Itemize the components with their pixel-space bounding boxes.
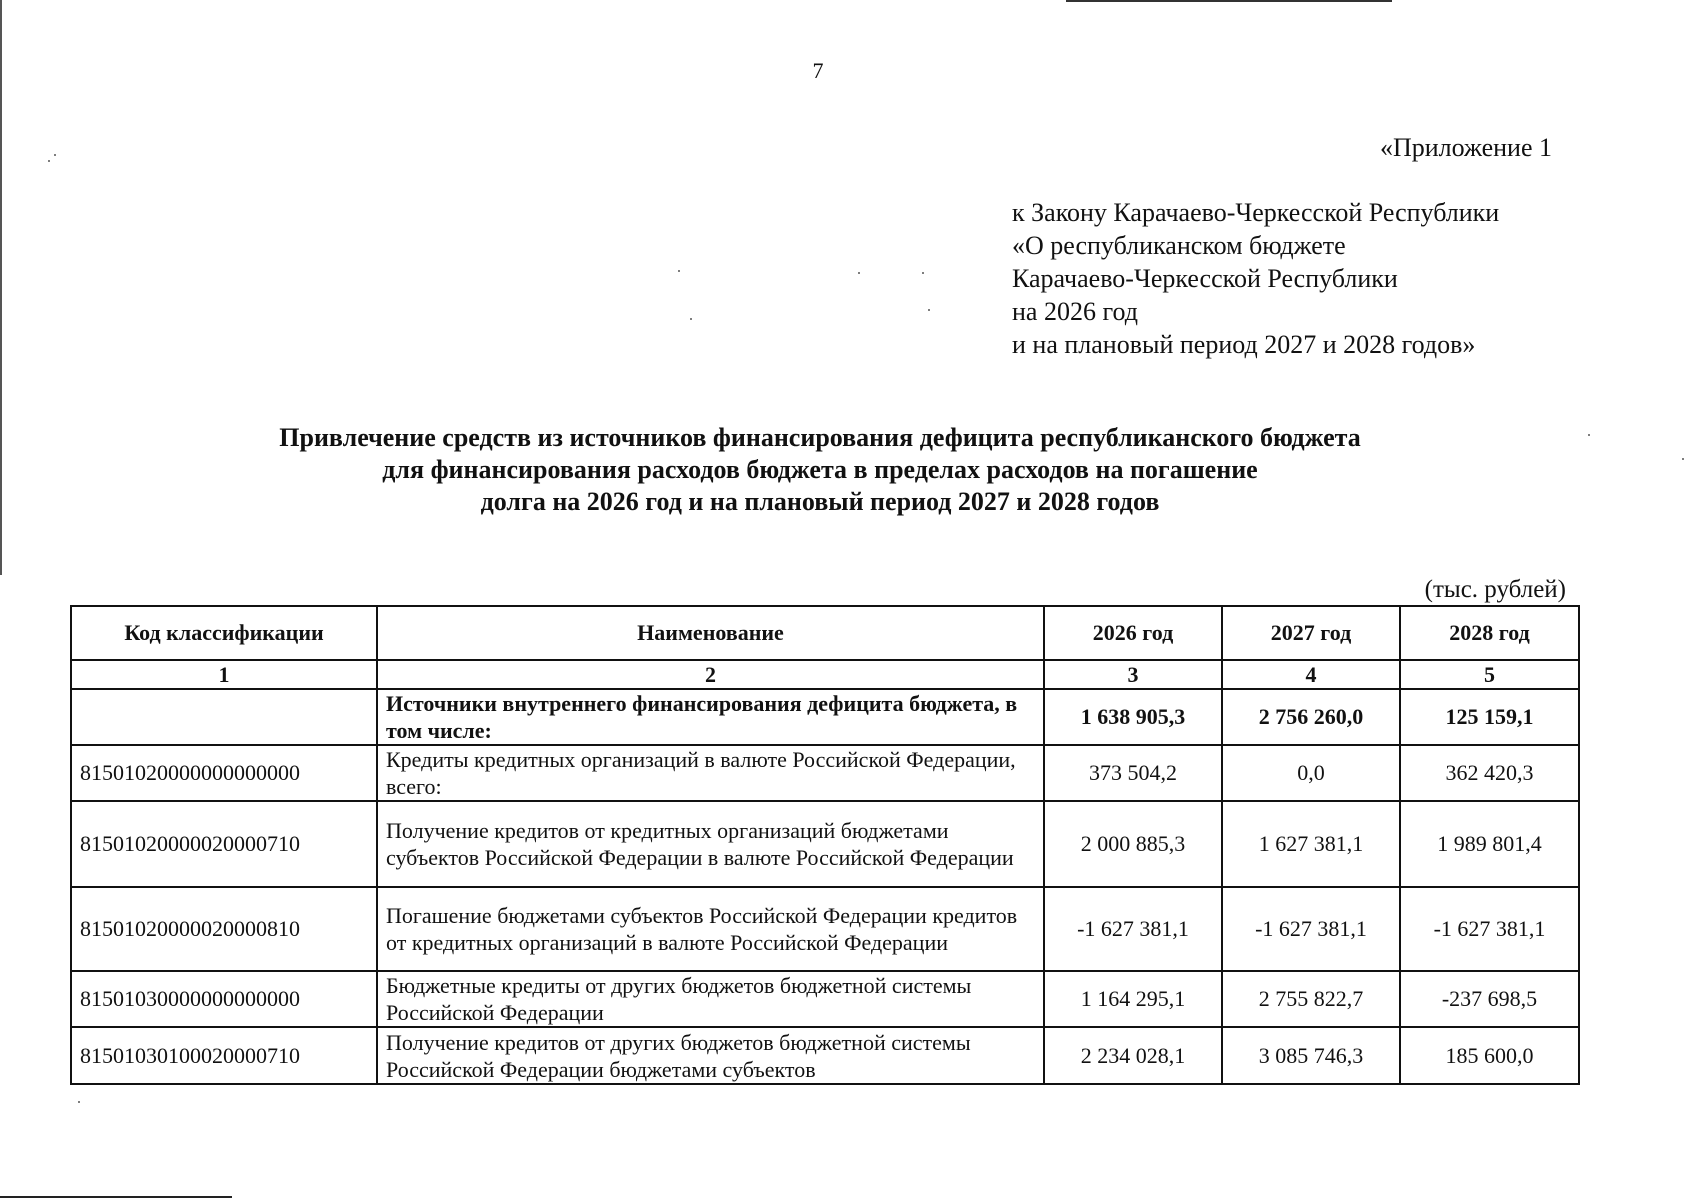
scan-speck — [922, 272, 924, 274]
code-cell: 81501030000000000000 — [71, 971, 377, 1027]
budget-sources-table — [70, 605, 1580, 1085]
value-2027-cell: 2 756 260,0 — [1222, 689, 1400, 745]
scan-speck — [78, 1101, 80, 1103]
name-cell: Погашение бюджетами субъектов Российской Федерации кредитов от кредитных организаций в валюте Российской Федерации — [377, 887, 1044, 971]
name-cell: Кредиты кредитных организаций в валюте Российской Федерации, всего: — [377, 745, 1044, 801]
value-2027-cell: 3 085 746,3 — [1222, 1027, 1400, 1084]
name-cell: Бюджетные кредиты от других бюджетов бюджетной системы Российской Федерации — [377, 971, 1044, 1027]
table-row — [71, 801, 1579, 887]
value-2027-cell: 1 627 381,1 — [1222, 801, 1400, 887]
scan-speck — [54, 154, 56, 156]
scan-speck — [1588, 434, 1590, 436]
value-2028-cell: 125 159,1 — [1400, 689, 1579, 745]
document-title-line: Привлечение средств из источников финансирования дефицита республиканского бюджета — [279, 423, 1361, 452]
scan-bottom-rule — [0, 1196, 232, 1198]
law-reference-line: и на плановый период 2027 и 2028 годов» — [1012, 330, 1476, 359]
law-reference-line: Карачаево-Черкесской Республики — [1012, 264, 1398, 293]
table-row — [71, 745, 1579, 801]
unit-label: (тыс. рублей) — [1424, 576, 1566, 603]
column-number: 4 — [1222, 660, 1400, 689]
value-2028-cell: 185 600,0 — [1400, 1027, 1579, 1084]
table-row — [71, 689, 1579, 745]
scan-edge-line — [0, 0, 2, 575]
code-cell: 81501030100020000710 — [71, 1027, 377, 1084]
scan-speck — [928, 309, 930, 311]
value-2028-cell: -1 627 381,1 — [1400, 887, 1579, 971]
value-2027-cell: 2 755 822,7 — [1222, 971, 1400, 1027]
value-2026-cell: 1 638 905,3 — [1044, 689, 1222, 745]
code-cell: 81501020000020000810 — [71, 887, 377, 971]
value-2028-cell: 362 420,3 — [1400, 745, 1579, 801]
name-cell: Получение кредитов от кредитных организаций бюджетами субъектов Российской Федерации в валюте Российской Федерации — [377, 801, 1044, 887]
header-2026: 2026 год — [1044, 606, 1222, 660]
value-2026-cell: 373 504,2 — [1044, 745, 1222, 801]
name-cell: Источники внутреннего финансирования дефицита бюджета, в том числе: — [377, 689, 1044, 745]
value-2028-cell: -237 698,5 — [1400, 971, 1579, 1027]
value-2027-cell: -1 627 381,1 — [1222, 887, 1400, 971]
table-row — [71, 887, 1579, 971]
code-cell — [71, 689, 377, 745]
value-2028-cell: 1 989 801,4 — [1400, 801, 1579, 887]
header-2027: 2027 год — [1222, 606, 1400, 660]
scan-speck — [858, 272, 860, 274]
appendix-label: «Приложение 1 — [1379, 133, 1552, 162]
value-2027-cell: 0,0 — [1222, 745, 1400, 801]
document-title — [160, 422, 1480, 518]
document-title-line: для финансирования расходов бюджета в пределах расходов на погашение — [382, 455, 1258, 484]
document-title-line: долга на 2026 год и на плановый период 2027 и 2028 годов — [480, 487, 1160, 516]
table-row — [71, 971, 1579, 1027]
law-reference-line: на 2026 год — [1012, 297, 1138, 326]
table-header-row — [71, 606, 1579, 660]
code-cell: 81501020000020000710 — [71, 801, 377, 887]
code-cell: 81501020000000000000 — [71, 745, 377, 801]
column-number: 1 — [71, 660, 377, 689]
value-2026-cell: 2 000 885,3 — [1044, 801, 1222, 887]
column-number: 5 — [1400, 660, 1579, 689]
table-row — [71, 1027, 1579, 1084]
law-reference — [1012, 196, 1499, 361]
header-name: Наименование — [377, 606, 1044, 660]
header-2028: 2028 год — [1400, 606, 1579, 660]
header-code: Код классификации — [71, 606, 377, 660]
value-2026-cell: 2 234 028,1 — [1044, 1027, 1222, 1084]
scan-speck — [1682, 458, 1684, 460]
column-number: 3 — [1044, 660, 1222, 689]
value-2026-cell: 1 164 295,1 — [1044, 971, 1222, 1027]
page-number: 7 — [812, 58, 824, 83]
law-reference-line: «О республиканском бюджете — [1012, 231, 1346, 260]
law-reference-line: к Закону Карачаево-Черкесской Республики — [1012, 198, 1500, 227]
scan-speck — [678, 270, 680, 272]
scan-speck — [48, 160, 50, 162]
scan-top-rule — [1066, 0, 1392, 2]
value-2026-cell: -1 627 381,1 — [1044, 887, 1222, 971]
column-number: 2 — [377, 660, 1044, 689]
column-number-row — [71, 660, 1579, 689]
scan-speck — [690, 318, 692, 320]
name-cell: Получение кредитов от других бюджетов бюджетной системы Российской Федерации бюджетами субъектов — [377, 1027, 1044, 1084]
